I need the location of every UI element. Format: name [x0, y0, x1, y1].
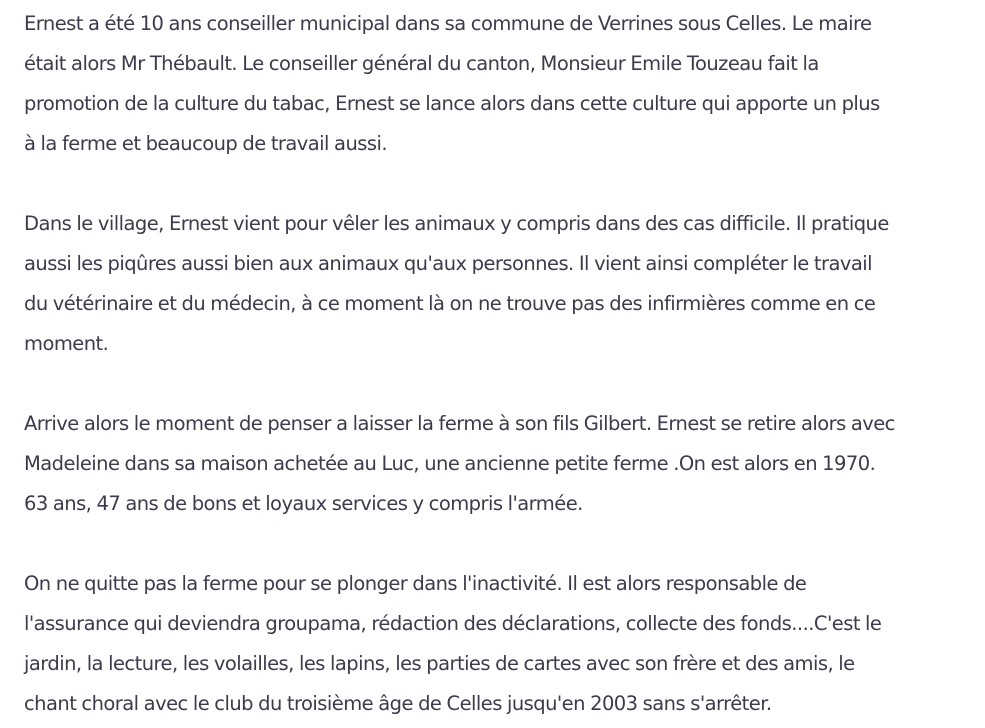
text-line: Madeleine dans sa maison achetée au Luc, une ancienne petite ferme .On est alors en 1970. — [24, 452, 876, 475]
text-line: 63 ans, 47 ans de bons et loyaux services y compris l'armée. — [24, 492, 583, 515]
text-line: Dans le village, Ernest vient pour vêler les animaux y compris dans des cas difficile. Il pratique — [24, 212, 889, 235]
text-line: Arrive alors le moment de penser a laisser la ferme à son fils Gilbert. Ernest se retire alors avec — [24, 412, 895, 435]
text-line: On ne quitte pas la ferme pour se plonger dans l'inactivité. Il est alors responsable de — [24, 572, 807, 595]
paragraph-village-care — [24, 204, 985, 364]
paragraph-activities — [24, 564, 985, 724]
text-line: à la ferme et beaucoup de travail aussi. — [24, 132, 388, 155]
text-line: jardin, la lecture, les volailles, les lapins, les parties de cartes avec son frère et des amis, le — [24, 652, 855, 675]
text-line: l'assurance qui deviendra groupama, rédaction des déclarations, collecte des fonds....C'est le — [24, 612, 882, 635]
text-line: chant choral avec le club du troisième âge de Celles jusqu'en 2003 sans s'arrêter. — [24, 692, 772, 715]
paragraph-retirement — [24, 404, 985, 524]
text-line: était alors Mr Thébault. Le conseiller général du canton, Monsieur Emile Touzeau fait la — [24, 52, 819, 75]
text-line: promotion de la culture du tabac, Ernest se lance alors dans cette culture qui apporte un plus — [24, 92, 880, 115]
text-line: du vétérinaire et du médecin, à ce moment là on ne trouve pas des infirmières comme en ce — [24, 292, 876, 315]
text-line: aussi les piqûres aussi bien aux animaux qu'aux personnes. Il vient ainsi compléter le travail — [24, 252, 872, 275]
paragraph-municipal-council — [24, 4, 985, 164]
text-line: moment. — [24, 332, 109, 355]
text-line: Ernest a été 10 ans conseiller municipal dans sa commune de Verrines sous Celles. Le maire — [24, 12, 872, 35]
